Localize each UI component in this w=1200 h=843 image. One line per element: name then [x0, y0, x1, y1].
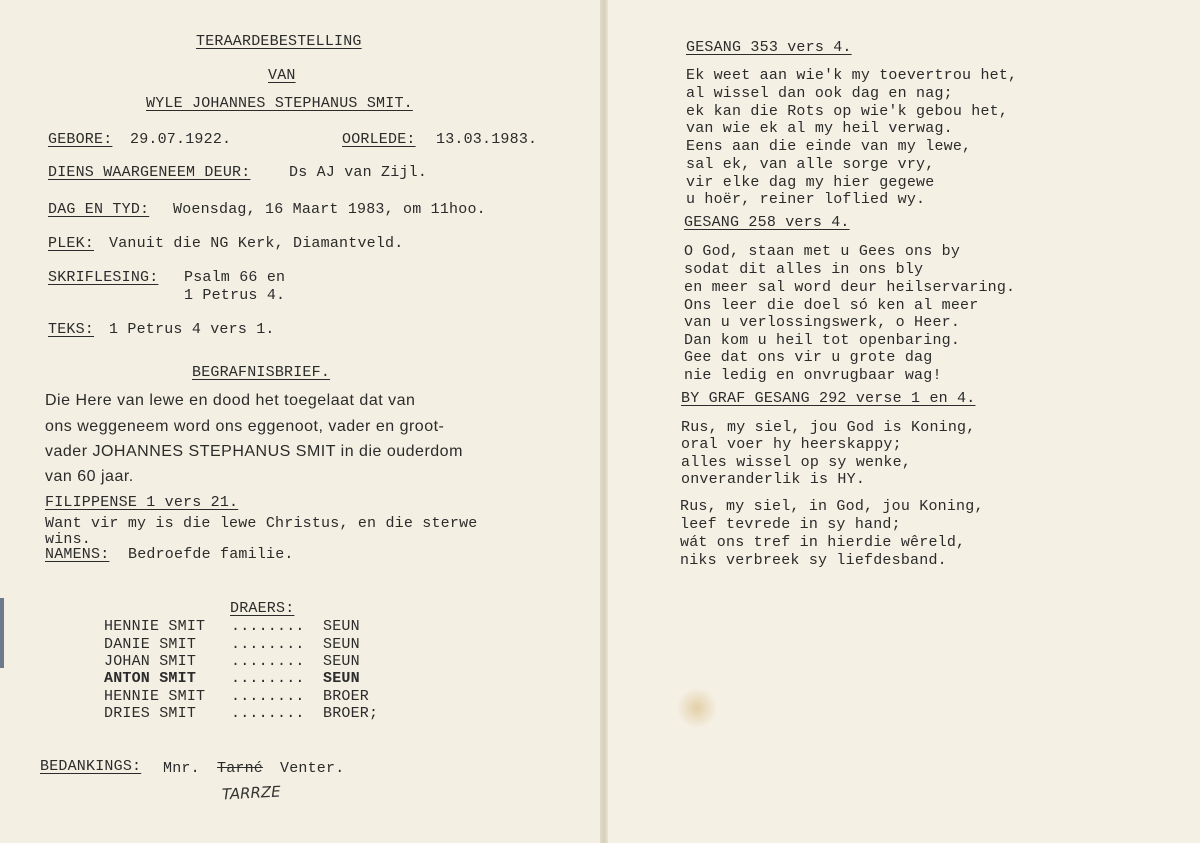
diens-label: DIENS WAARGENEEM DEUR: [48, 164, 251, 181]
gesang-258-line: Gee dat ons vir u grote dag [684, 349, 933, 366]
edge-mark [0, 598, 4, 668]
draer-name: JOHAN SMIT [104, 653, 197, 670]
oorlede-label: OORLEDE: [342, 131, 416, 148]
gesang-292-line: alles wissel op sy wenke, [681, 454, 912, 471]
namens-value: Bedroefde familie. [128, 546, 294, 563]
draer-relation: SEUN [323, 670, 360, 687]
gesang-258-line: en meer sal word deur heilservaring. [684, 279, 1016, 296]
gesang-258-line: nie ledig en onvrugbaar wag! [684, 367, 942, 384]
draer-name: DRIES SMIT [104, 705, 197, 722]
gesang-353-line: vir elke dag my hier gegewe [686, 174, 935, 191]
brief-line: van 60 jaar. [45, 468, 134, 485]
gesang-292-heading: BY GRAF GESANG 292 verse 1 en 4. [681, 390, 976, 407]
filippense-heading: FILIPPENSE 1 vers 21. [45, 494, 239, 511]
plek-value: Vanuit die NG Kerk, Diamantveld. [109, 235, 404, 252]
gesang-258-line: Ons leer die doel só ken al meer [684, 297, 979, 314]
dag-value: Woensdag, 16 Maart 1983, om 11hoo. [173, 201, 486, 218]
diens-value: Ds AJ van Zijl. [289, 164, 428, 181]
skriflesing-label: SKRIFLESING: [48, 269, 159, 286]
gesang-292-line: Rus, my siel, jou God is Koning, [681, 419, 976, 436]
brief-line: vader JOHANNES STEPHANUS SMIT in die ouderdom [45, 443, 463, 460]
draer-name: ANTON SMIT [104, 670, 197, 687]
gesang-353-line: al wissel dan ook dag en nag; [686, 85, 953, 102]
draer-relation: BROER; [323, 705, 379, 722]
namens-label: NAMENS: [45, 546, 110, 563]
gesang-258-line: van u verlossingswerk, o Heer. [684, 314, 961, 331]
brief-line: Die Here van lewe en dood het toegelaat dat van [45, 392, 416, 409]
handwritten-correction: TARRZE [221, 782, 282, 804]
gesang-353-heading: GESANG 353 vers 4. [686, 39, 852, 56]
gesang-353-line: sal ek, van alle sorge vry, [686, 156, 935, 173]
gesang-353-line: ek kan die Rots op wie'k gebou het, [686, 103, 1009, 120]
draer-dots: ........ [231, 636, 305, 653]
draer-dots: ........ [231, 653, 305, 670]
draer-relation: BROER [323, 688, 370, 705]
paper-stain [676, 688, 718, 728]
bedankings-prefix: Mnr. [163, 760, 200, 777]
draers-heading: DRAERS: [230, 600, 295, 617]
gesang-258-line: sodat dit alles in ons bly [684, 261, 924, 278]
plek-label: PLEK: [48, 235, 95, 252]
gesang-258-heading: GESANG 258 vers 4. [684, 214, 850, 231]
dag-label: DAG EN TYD: [48, 201, 150, 218]
gesang-258-line: Dan kom u heil tot openbaring. [684, 332, 961, 349]
filippense-line-2: wins. [45, 531, 92, 548]
filippense-line-1: Want vir my is die lewe Christus, en die sterwe [45, 515, 478, 532]
gesang-353-line: u hoër, reiner loflied wy. [686, 191, 926, 208]
gesang-353-line: van wie ek al my heil verwag. [686, 120, 953, 137]
skriflesing-value-1: Psalm 66 en [184, 269, 286, 286]
bedankings-label: BEDANKINGS: [40, 758, 142, 775]
gesang-292-line: onveranderlik is HY. [681, 471, 866, 488]
draer-name: HENNIE SMIT [104, 618, 206, 635]
bedankings-struck-name: Tarné [217, 760, 264, 777]
page-fold [600, 0, 608, 843]
brief-line: ons weggeneem word ons eggenoot, vader en groot- [45, 418, 445, 435]
deceased-name: WYLE JOHANNES STEPHANUS SMIT. [146, 95, 413, 112]
gesang-292-line: leef tevrede in sy hand; [680, 516, 901, 533]
gebore-value: 29.07.1922. [130, 131, 232, 148]
gesang-353-line: Eens aan die einde van my lewe, [686, 138, 972, 155]
gesang-292-line: niks verbreek sy liefdesband. [680, 552, 947, 569]
draer-dots: ........ [231, 705, 305, 722]
draer-name: DANIE SMIT [104, 636, 197, 653]
draer-relation: SEUN [323, 653, 360, 670]
draer-dots: ........ [231, 670, 305, 687]
gesang-292-line: wát ons tref in hierdie wêreld, [680, 534, 966, 551]
draer-relation: SEUN [323, 636, 360, 653]
gesang-292-line: Rus, my siel, in God, jou Koning, [680, 498, 984, 515]
draer-dots: ........ [231, 618, 305, 635]
draer-relation: SEUN [323, 618, 360, 635]
begrafnisbrief-heading: BEGRAFNISBRIEF. [192, 364, 331, 381]
draer-dots: ........ [231, 688, 305, 705]
gesang-258-line: O God, staan met u Gees ons by [684, 243, 961, 260]
van-line: VAN [268, 67, 296, 84]
oorlede-value: 13.03.1983. [436, 131, 538, 148]
teks-label: TEKS: [48, 321, 95, 338]
bedankings-suffix: Venter. [280, 760, 345, 777]
skriflesing-value-2: 1 Petrus 4. [184, 287, 286, 304]
gebore-label: GEBORE: [48, 131, 113, 148]
gesang-353-line: Ek weet aan wie'k my toevertrou het, [686, 67, 1018, 84]
draer-name: HENNIE SMIT [104, 688, 206, 705]
teks-value: 1 Petrus 4 vers 1. [109, 321, 275, 338]
gesang-292-line: oral voer hy heerskappy; [681, 436, 902, 453]
doc-title: TERAARDEBESTELLING [196, 33, 362, 50]
